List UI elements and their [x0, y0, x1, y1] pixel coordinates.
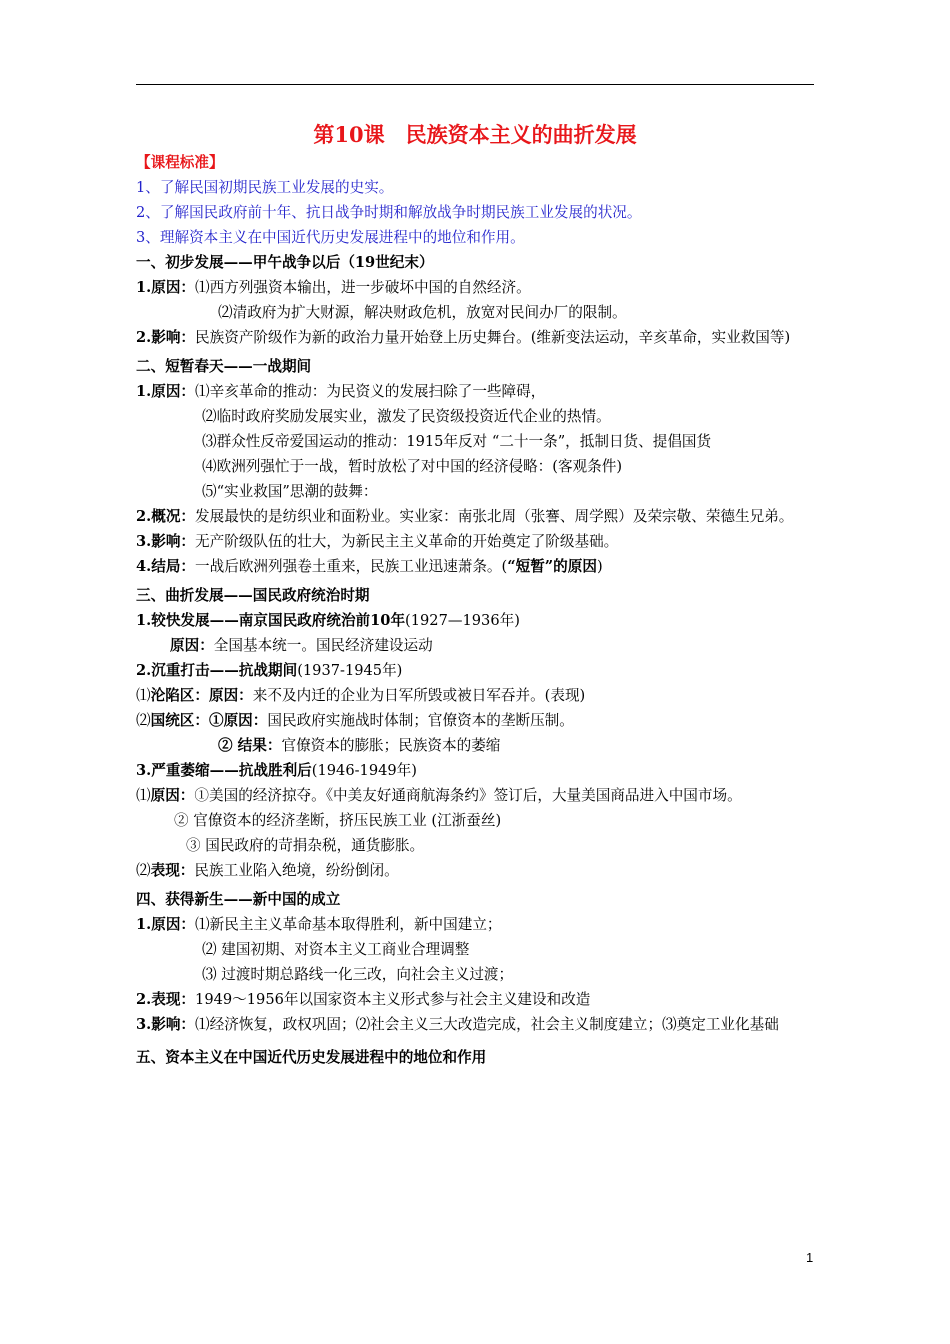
s3-phase-3: 3.严重萎缩——抗战胜利后(1946-1949年) [136, 762, 417, 779]
page-number: 1 [806, 1250, 814, 1265]
s2-cause-1: 1.原因：⑴辛亥革命的推动：为民资义的发展扫除了一些障碍， [136, 383, 546, 400]
s1-cause-2: ⑵清政府为扩大财源，解决财政危机，放宽对民间办厂的限制。 [218, 304, 627, 321]
page-title: 第10课 民族资本主义的曲折发展 [313, 122, 637, 147]
s3-phase-1-cause: 原因：全国基本统一。国民经济建设运动 [170, 637, 433, 654]
s4-cause-2: ⑵ 建国初期、对资本主义工商业合理调整 [202, 941, 470, 958]
s4-show: 2.表现：1949～1956年以国家资本主义形式参与社会主义建设和改造 [136, 991, 591, 1008]
s2-cause-4: ⑷欧洲列强忙于一战，暂时放松了对中国的经济侵略：(客观条件) [202, 458, 623, 475]
s3-phase-1: 1.较快发展——南京国民政府统治前10年(1927—1936年) [136, 612, 520, 629]
s2-cause-3: ⑶群众性反帝爱国运动的推动：1915年反对 “二十一条”，抵制日货、提倡国货 [202, 433, 712, 450]
s3-kmt-result: ② 结果：官僚资本的膨胀；民族资本的萎缩 [218, 737, 501, 754]
s2-cause-2: ⑵临时政府奖励发展实业，激发了民资级投资近代企业的热情。 [202, 408, 611, 425]
section-heading: 四、获得新生——新中国的成立 [136, 891, 341, 908]
header-rule [136, 84, 814, 85]
standard-item: 3、理解资本主义在中国近代历史发展进程中的地位和作用。 [136, 229, 525, 246]
s4-effect: 3.影响：⑴经济恢复，政权巩固；⑵社会主义三大改造完成，社会主义制度建立；⑶奠定工业化基础 [136, 1016, 779, 1033]
standard-item: 2、了解国民政府前十年、抗日战争时期和解放战争时期民族工业发展的状况。 [136, 204, 642, 221]
standard-label: 【课程标准】 [136, 154, 224, 171]
s2-overview: 2.概况：发展最快的是纺织业和面粉业。实业家：南张北周（张謇、周学熙）及荣宗敬、荣德生兄弟。 [136, 508, 794, 525]
s1-cause-1: 1.原因：⑴西方列强资本输出，进一步破坏中国的自然经济。 [136, 279, 531, 296]
section-heading: 五、资本主义在中国近代历史发展进程中的地位和作用 [136, 1049, 487, 1066]
s3-phase-3-show: ⑵表现：民族工业陷入绝境，纷纷倒闭。 [136, 862, 399, 879]
section-heading: 三、曲折发展——国民政府统治时期 [136, 587, 370, 604]
s4-cause-1: 1.原因：⑴新民主主义革命基本取得胜利，新中国建立； [136, 916, 502, 933]
s3-phase-2: 2.沉重打击——抗战期间(1937-1945年) [136, 662, 403, 679]
s2-cause-5: ⑸“实业救国”思潮的鼓舞： [202, 483, 378, 500]
s3-kmt-area: ⑵国统区：①原因：国民政府实施战时体制；官僚资本的垄断压制。 [136, 712, 574, 729]
s3-phase-3-cause-3: ③ 国民政府的苛捐杂税，通货膨胀。 [186, 837, 425, 854]
s2-effect: 3.影响：无产阶级队伍的壮大，为新民主主义革命的开始奠定了阶级基础。 [136, 533, 619, 550]
s3-occupied-area: ⑴沦陷区：原因：来不及内迁的企业为日军所毁或被日军吞并。(表现) [136, 687, 586, 704]
s1-effect: 2.影响：民族资产阶级作为新的政治力量开始登上历史舞台。(维新变法运动，辛亥革命，实业救国等) [136, 329, 791, 346]
section-heading: 一、初步发展——甲午战争以后（19世纪末） [136, 254, 434, 271]
section-heading: 二、短暂春天——一战期间 [136, 358, 312, 375]
document-body [136, 150, 816, 1070]
s2-end: 4.结局：一战后欧洲列强卷土重来，民族工业迅速萧条。(“短暂”的原因) [136, 558, 603, 575]
standard-item: 1、了解民国初期民族工业发展的史实。 [136, 179, 394, 196]
s4-cause-3: ⑶ 过渡时期总路线一化三改，向社会主义过渡； [202, 966, 514, 983]
s3-phase-3-cause-1: ⑴原因：①美国的经济掠夺。《中美友好通商航海条约》签订后，大量美国商品进入中国市场。 [136, 787, 742, 804]
s3-phase-3-cause-2: ② 官僚资本的经济垄断，挤压民族工业 (江浙蚕丝) [174, 812, 502, 829]
